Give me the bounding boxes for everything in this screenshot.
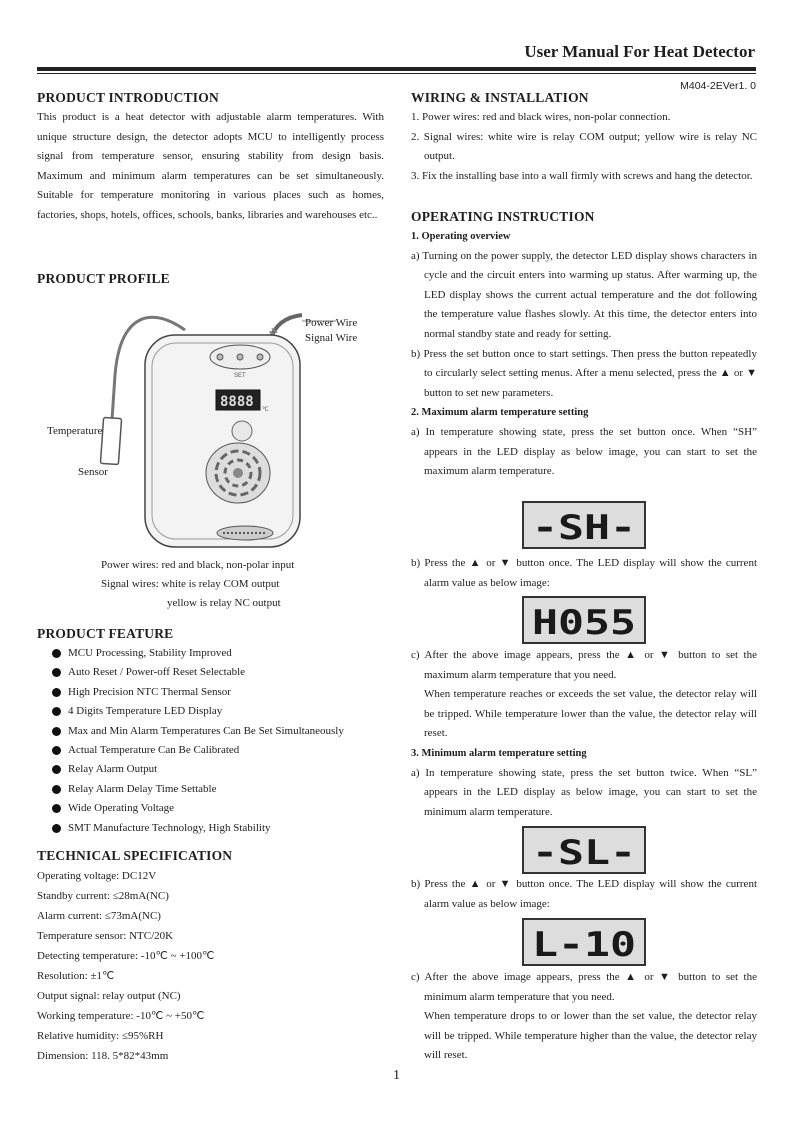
page-number: 1 [393,1068,400,1083]
spec-item: Standby current: ≤28mA(NC) [37,890,169,902]
operating-max-c [411,646,757,822]
lcd-min-value-text: L-10 [532,925,636,965]
bullet-icon [52,649,61,658]
bullet-icon [52,688,61,697]
version-label: M404-2EVer1. 0 [680,80,756,92]
list-item: MCU Processing, Stability Improved [37,644,387,663]
lcd-sh [522,501,646,549]
wiring-list [411,108,757,186]
overview-step-a: a) Turning on the power supply, the detector LED display shows characters in cycle and the circuit enters into warming up status. After warming up, the LED display shows the current actual temperature and the dot following the temperature value flashes slowly. At this time, the detector enters into normal standby state and ready for setting. [411,249,757,340]
down-button [257,354,263,360]
list-item: SMT Manufacture Technology, High Stability [37,819,387,838]
min-step-b: b) Press the ▲ or ▼ button once. The LED display will show the current alarm value as below image: [411,878,757,910]
label-temperature: Temperature [47,425,103,437]
bullet-icon [52,765,61,774]
operating-section-1 [411,227,757,482]
list-item: Actual Temperature Can Be Calibrated [37,741,387,760]
header-rule-thin [37,73,756,74]
document-title: User Manual For Heat Detector [524,42,755,61]
intro-body: This product is a heat detector with adjustable alarm temperatures. With unique structure design, the detector adopts MCU to intelligently process signal from temperature sensor, ensuring stability from design basis. Maximum and minimum alarm temperatures can be set simultaneously. Suitable for temperature monitoring in various places such as homes, factories, shops, hotels, offices, schools, banks, libraries and warehouses etc.. [37,111,384,221]
lcd-max-value [522,596,646,644]
intro-heading: PRODUCT INTRODUCTION [37,90,219,105]
caption-yellow-wire: yellow is relay NC output [167,597,281,609]
list-item: Wide Operating Voltage [37,799,387,818]
spec-item: Operating voltage: DC12V [37,870,157,882]
lcd-sh-text: -SH- [532,508,636,548]
min-step-note: When temperature drops to or lower than the set value, the detector relay will be tripped. While temperature higher than the value, the detector relay will reset. [424,1010,757,1062]
bullet-icon [52,668,61,677]
header-rule-thick [37,67,756,71]
spec-item: Detecting temperature: -10℃ ~ +100℃ [37,950,215,962]
list-item: Max and Min Alarm Temperatures Can Be Set Simultaneously [37,722,387,741]
feature-list [37,644,387,838]
set-label: SET [234,373,246,379]
list-item: 4 Digits Temperature LED Display [37,702,387,721]
max-step-note: When temperature reaches or exceeds the set value, the detector relay will be tripped. While temperature lower than the value, the detector relay will reset. [424,688,757,740]
bullet-icon [52,785,61,794]
wiring-item: 2. Signal wires: white wire is relay COM output; yellow wire is relay NC output. [411,130,757,163]
bullet-icon [52,707,61,716]
spec-item: Dimension: 118. 5*82*43mm [37,1050,169,1062]
spec-item: Working temperature: -10℃ ~ +50℃ [37,1010,205,1022]
bullet-icon [52,727,61,736]
max-step-b: b) Press the ▲ or ▼ button once. The LED display will show the current alarm value as below image: [411,557,757,589]
max-step-c: c) After the above image appears, press the ▲ or ▼ button to set the maximum alarm temperature that you need. [411,649,757,681]
spec-item: Alarm current: ≤73mA(NC) [37,910,161,922]
min-step-a: a) In temperature showing state, press the set button twice. When “SL” appears in the LED display as below image, you can start to set the minimum alarm temperature. [411,766,757,818]
bullet-icon [52,824,61,833]
spec-item: Resolution: ±1℃ [37,970,115,982]
min-setting-heading: 3. Minimum alarm temperature setting [411,747,587,759]
max-setting-heading: 2. Maximum alarm temperature setting [411,407,589,419]
label-power-wire: Power Wire [305,317,358,329]
wiring-item: 1. Power wires: red and black wires, non-polar connection. [411,111,671,123]
bullet-icon [52,746,61,755]
wiring-item: 3. Fix the installing base into a wall firmly with screws and hang the detector. [411,169,753,182]
spec-item: Relative humidity: ≤95%RH [37,1030,164,1042]
spec-list [37,866,214,1066]
lcd-sl-text: -SL- [532,833,636,873]
operating-min-c [411,968,757,1066]
device-led-text: 8888 [220,394,254,410]
buzzer-center [233,468,243,478]
lcd-min-value [522,918,646,966]
caption-signal-wires: Signal wires: white is relay COM output [101,578,280,590]
min-step-c: c) After the above image appears, press the ▲ or ▼ button to set the minimum alarm temperature that you need. [411,971,757,1003]
spec-item: Output signal: relay output (NC) [37,990,181,1002]
max-step-a: a) In temperature showing state, press the set button once. When “SH” appears in the LED display as below image, you can start to set the maximum alarm temperature. [411,425,757,478]
indicator-lamp [232,421,252,441]
bullet-icon [52,804,61,813]
spec-heading: TECHNICAL SPECIFICATION [37,848,233,863]
spec-item: Temperature sensor: NTC/20K [37,930,174,942]
label-sensor: Sensor [78,466,108,478]
list-item: High Precision NTC Thermal Sensor [37,683,387,702]
list-item: Relay Alarm Output [37,760,387,779]
lcd-sl [522,826,646,874]
set-button [237,354,243,360]
operating-max-b [411,554,757,593]
device-unit: ℃ [262,407,269,413]
feature-heading: PRODUCT FEATURE [37,626,174,641]
list-item: Auto Reset / Power-off Reset Selectable [37,663,387,682]
lcd-max-value-text: H055 [532,603,636,643]
list-item: Relay Alarm Delay Time Settable [37,780,387,799]
operating-min-b [411,875,757,914]
label-signal-wire: Signal Wire [305,332,358,344]
up-button [217,354,223,360]
operating-overview-heading: 1. Operating overview [411,231,511,242]
overview-step-b: b) Press the set button once to start settings. Then press the button repeatedly to circularly select setting menus. After a menu selected, press the ▲ or ▼ button to set new parameters. [411,347,757,399]
operating-heading: OPERATING INSTRUCTION [411,209,595,224]
caption-power-wires: Power wires: red and black, non-polar input [101,559,295,571]
wiring-heading: WIRING & INSTALLATION [411,90,589,105]
temperature-sensor-probe [100,417,121,464]
profile-heading: PRODUCT PROFILE [37,271,170,286]
